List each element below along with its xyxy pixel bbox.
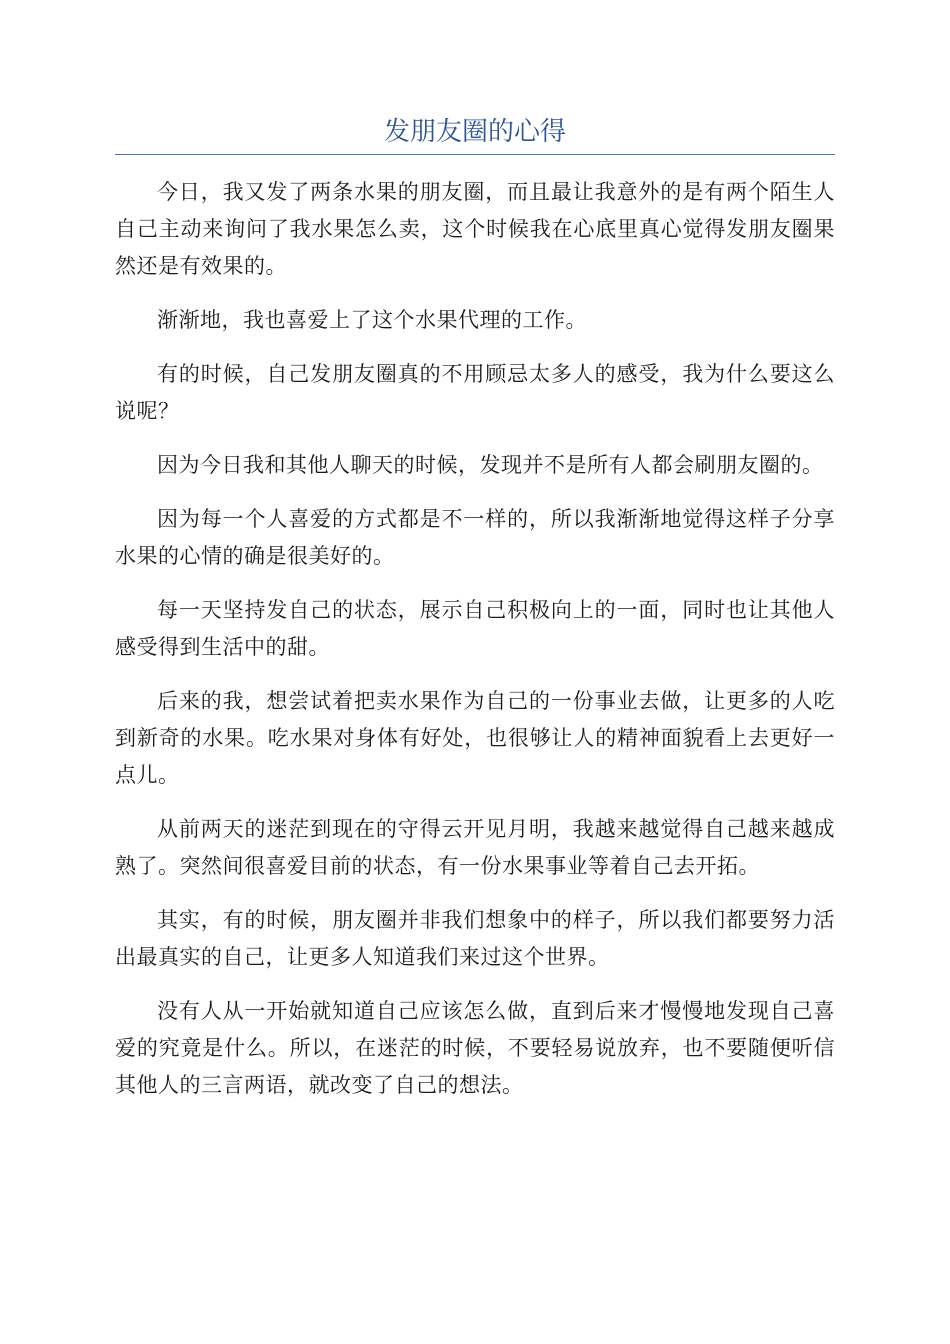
paragraph: 因为每一个人喜爱的方式都是不一样的，所以我渐渐地觉得这样子分享水果的心情的确是很美好的。 xyxy=(115,507,835,568)
paragraph: 今日，我又发了两条水果的朋友圈，而且最让我意外的是有两个陌生人自己主动来询问了我水果怎么卖，这个时候我在心底里真心觉得发朋友圈果然还是有效果的。 xyxy=(115,180,835,278)
paragraph: 有的时候，自己发朋友圈真的不用顾忌太多人的感受，我为什么要这么说呢？ xyxy=(115,362,835,423)
document-title: 发朋友圈的心得 xyxy=(383,117,566,147)
paragraph: 渐渐地，我也喜爱上了这个水果代理的工作。 xyxy=(157,308,587,332)
paragraph: 没有人从一开始就知道自己应该怎么做，直到后来才慢慢地发现自己喜爱的究竟是什么。所以，在迷茫的时候，不要轻易说放弃，也不要随便听信其他人的三言两语，就改变了自己的想法。 xyxy=(115,999,835,1097)
document-body xyxy=(115,174,835,1121)
title-underline xyxy=(115,154,835,155)
paragraph: 后来的我，想尝试着把卖水果作为自己的一份事业去做，让更多的人吃到新奇的水果。吃水果对身体有好处，也很够让人的精神面貌看上去更好一点儿。 xyxy=(115,689,835,787)
paragraph: 从前两天的迷茫到现在的守得云开见月明，我越来越觉得自己越来越成熟了。突然间很喜爱目前的状态，有一份水果事业等着自己去开拓。 xyxy=(115,817,835,878)
paragraph: 其实，有的时候，朋友圈并非我们想象中的样子，所以我们都要努力活出最真实的自己，让更多人知道我们来过这个世界。 xyxy=(115,908,835,969)
paragraph: 每一天坚持发自己的状态，展示自己积极向上的一面，同时也让其他人感受得到生活中的甜。 xyxy=(115,598,835,659)
paragraph: 因为今日我和其他人聊天的时候，发现并不是所有人都会刷朋友圈的。 xyxy=(157,453,824,477)
